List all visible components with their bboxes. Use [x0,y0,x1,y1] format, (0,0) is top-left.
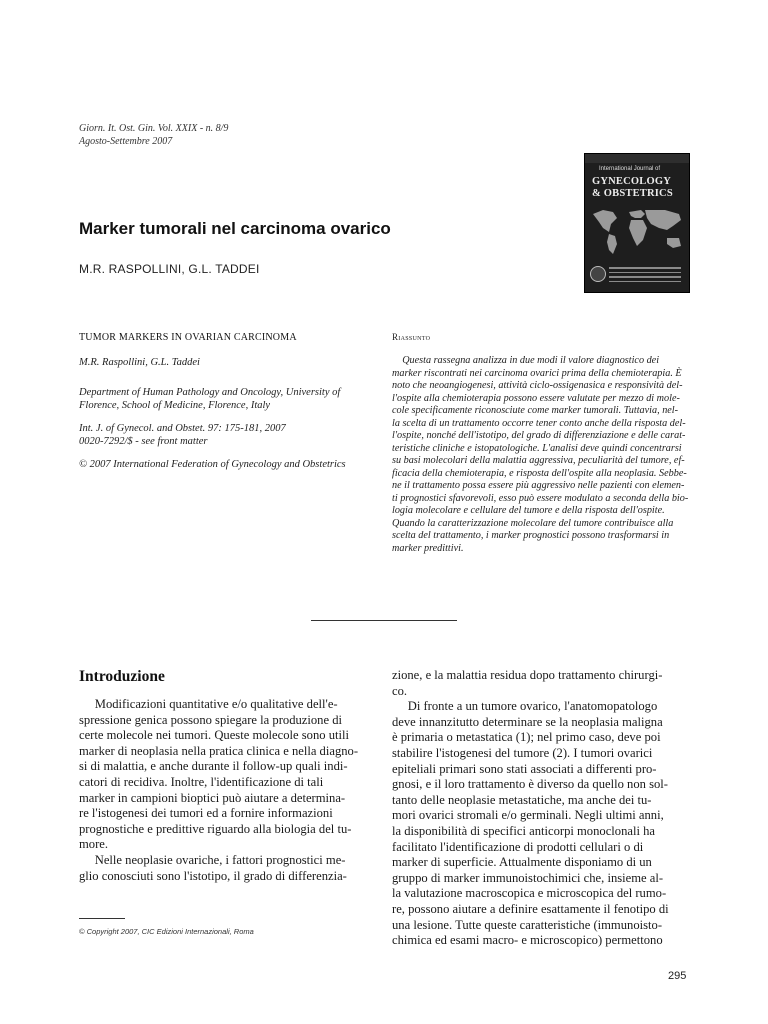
riassunto-line: marker riscontrati nei carcinoma ovarici prima della chemioterapia. È [392,367,682,379]
cover-small-print [609,267,681,285]
riassunto-line: Quando la caratterizzazione molecolare del tumore contribuisce alla [392,517,674,529]
introduction-left-column [79,697,375,884]
text-line: è primaria o metastatica (1); nel primo caso, deve poi [392,730,661,745]
riassunto-heading: Riassunto [392,332,431,342]
riassunto-line: l'ospite, nonché dell'istotipo, del grado di differenziazione e delle carat- [392,430,686,441]
journal-cover-image [584,153,690,293]
text-line: la valutazione macroscopica e microscopica del rumo- [392,886,667,901]
riassunto-line: noto che neoangiogenesi, attività ciclo-ossigenasica e responsività del- [392,380,683,391]
text-line: co. [392,683,408,698]
text-line: tanto delle neoplasie metastatiche, ma anche dei tu- [392,792,652,807]
text-line: epiteliali primari sono stati associati a differenti pro- [392,761,657,776]
text-line: una lesione. Tutte queste caratteristiche (immunoisto- [392,917,663,932]
english-authors: M.R. Raspollini, G.L. Taddei [79,357,200,368]
riassunto-body [392,355,692,555]
text-line: spressione genica possono spiegare la produzione di [79,712,342,727]
riassunto-line: teristiche cliniche e istopatologiche. L'analisi deve quindi concentrarsi [392,442,682,454]
department-affiliation: Department of Human Pathology and Oncology, University of Florence, School of Medicine, Florence, Italy [79,387,341,411]
text-line: la disponibilità di specifici anticorpi monoclonali ha [392,823,656,838]
world-map-icon [589,206,685,258]
introduction-right-column [392,668,690,949]
text-line: prognostiche e predittive riguardo alla biologia del tu- [79,821,352,836]
riassunto-line: scelta del trattamento, i marker prognostici possono trasformarsi in [392,530,670,541]
section-divider [311,620,457,621]
riassunto-line: la scelta di un trattamento occorre tener conto anche della risposta del- [392,417,686,429]
riassunto-line: su basi molecolari della malattia aggressiva, peculiarità del tumore, ef- [392,455,685,466]
text-line: si di malattia, e anche durante il follow-up quali indi- [79,759,348,774]
riassunto-line: ficacia della chemioterapia, e risposta dell'ospite alla neoplasia. Sebbe- [392,467,687,479]
article-authors: M.R. RASPOLLINI, G.L. TADDEI [79,262,260,276]
text-line: gruppo di marker immunoistochimici che, insieme al- [392,870,664,885]
english-title: TUMOR MARKERS IN OVARIAN CARCINOMA [79,332,297,343]
page-number: 295 [668,970,687,982]
text-line: Nelle neoplasie ovariche, i fattori prognostici me- [79,852,346,867]
text-line: marker di superficie. Attualmente disponiamo di un [392,855,652,870]
text-line: mori ovarici stromali e/o germinali. Negli ultimi anni, [392,808,664,823]
riassunto-line: logia molecolare e cellulare del tumore e della risposta dell'ospite. [392,505,665,516]
journal-reference [79,122,228,148]
text-line: re l'istogenesi dei tumori ed a fornire informazioni [79,806,333,821]
journal-volume: Giorn. It. Ost. Gin. Vol. XXIX - n. 8/9 [79,123,229,134]
cover-top-bar [585,154,689,163]
riassunto-line: ne il trattamento possa essere più aggressivo nelle pazienti con elemen- [392,480,685,491]
cover-title-line2: & OBSTETRICS [592,188,673,199]
text-line: marker in campioni bioptici può aiutare a determina- [79,790,346,805]
introduction-heading: Introduzione [79,668,165,685]
cover-small-title: International Journal of [599,166,661,172]
riassunto-line: ti prognostici sfavorevoli, esso può essere modulato a seconda della bio- [392,492,689,504]
text-line: gnosi, e il loro trattamento è diverso da quello non sol- [392,777,668,792]
english-metadata [79,331,369,471]
footnote-rule [79,918,125,919]
text-line: zione, e la malattia residua dopo trattamento chirurgi- [392,668,663,682]
text-line: Modificazioni quantitative e/o qualitative dell'e- [79,697,338,711]
riassunto-line: Questa rassegna analizza in due modi il valore diagnostico dei [392,355,660,366]
text-line: certe molecole nei tumori. Queste molecole sono utili [79,728,349,743]
riassunto-line: l'ospite alla chemioterapia possono essere valutate per mezzo di mole- [392,392,680,404]
text-line: deve innanzitutto determinare se la neoplasia maligna [392,714,663,729]
article-title: Marker tumorali nel carcinoma ovarico [79,219,391,238]
text-line: chimica ed esami macro- e microscopico) permettono [392,933,663,948]
cover-seal-icon [590,266,606,282]
cover-title [592,176,687,200]
text-line: re, possono aiutare a definire esattamente il fenotipo di [392,901,669,916]
cover-title-line1: GYNECOLOGY [592,176,672,187]
riassunto-line: cole specificamente riconosciute come marker tumorali. Tuttavia, nel- [392,405,679,416]
copyright-notice: © 2007 International Federation of Gynecology and Obstetrics [79,459,346,470]
copyright-footnote: © Copyright 2007, CIC Edizioni Internazionali, Roma [79,927,254,936]
text-line: stabilire l'istogenesi del tumore (2). I tumori ovarici [392,745,653,760]
text-line: facilitato l'identificazione di prodotti cellulari o di [392,839,644,854]
text-line: Di fronte a un tumore ovarico, l'anatomopatologo [392,699,658,714]
text-line: catori di recidiva. Inoltre, l'identificazione di tali [79,774,324,789]
text-line: more. [79,837,109,852]
text-line: glio conosciuti sono l'istotipo, il grado di differenzia- [79,868,347,883]
citation: Int. J. of Gynecol. and Obstet. 97: 175-181, 2007 0020-7292/$ - see front matter [79,423,286,447]
text-line: marker di neoplasia nella pratica clinica e nella diagno- [79,743,359,758]
riassunto-line: marker predittivi. [392,542,464,554]
journal-date: Agosto-Settembre 2007 [79,136,173,147]
